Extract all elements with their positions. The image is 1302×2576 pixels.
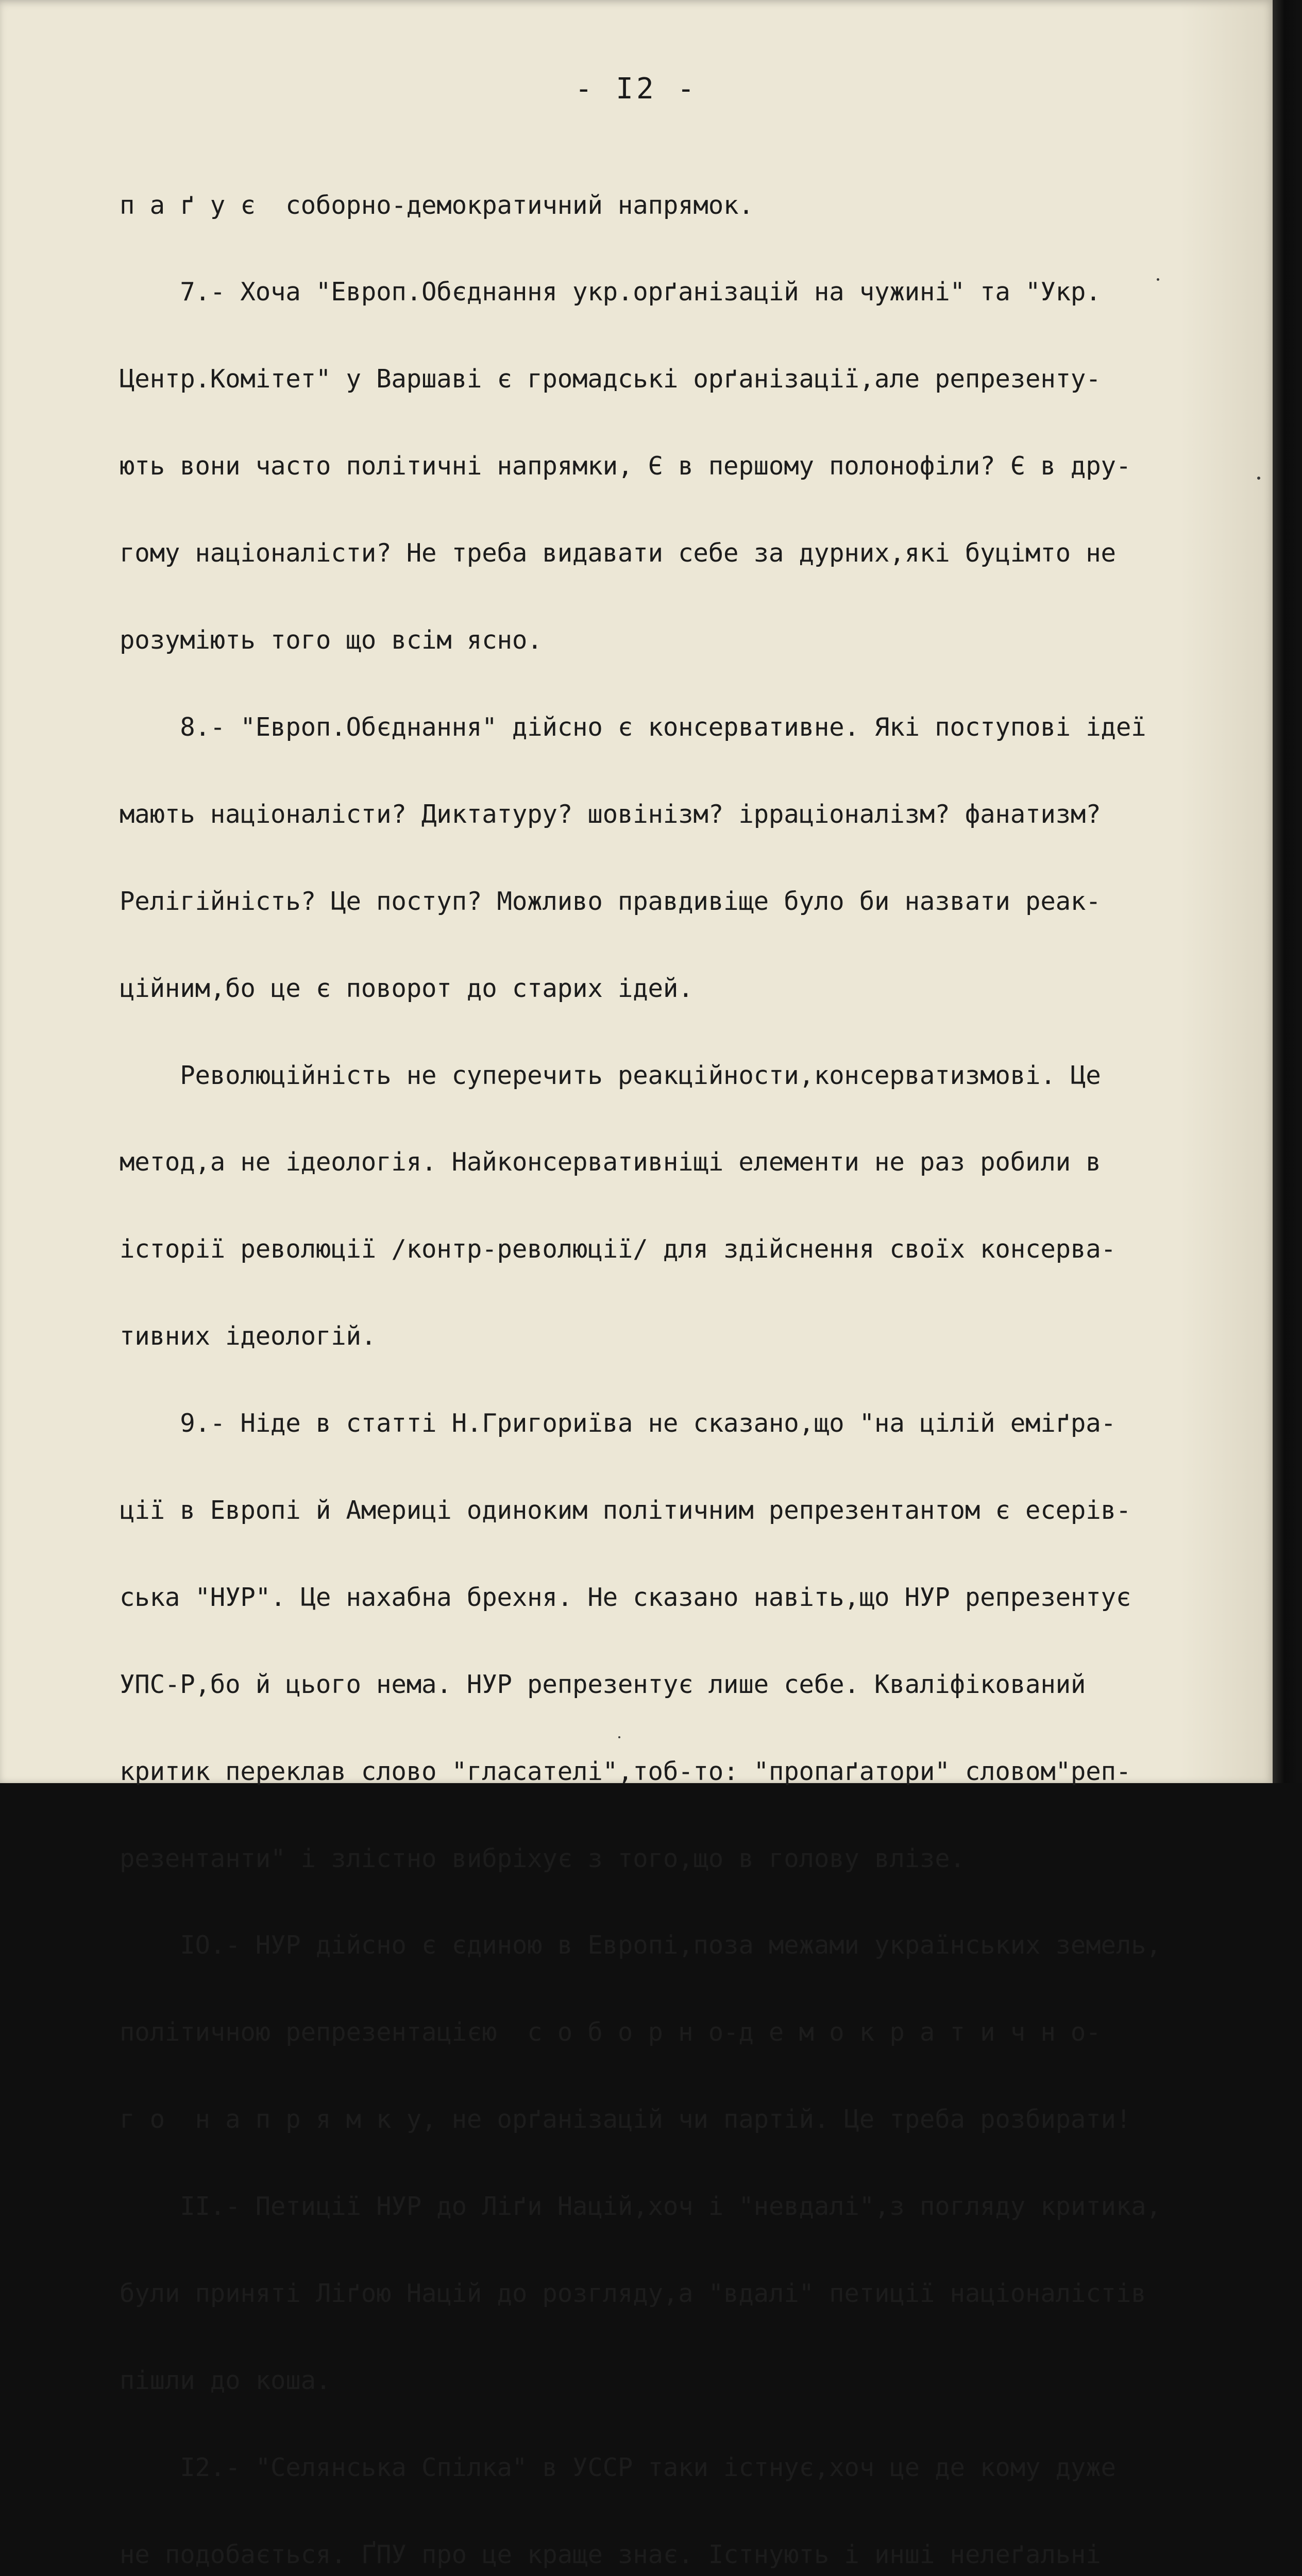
text-line: метод,а не ідеологія. Найконсервативніщі елементи не раз робили в xyxy=(120,1147,1101,1177)
text-line: УПС-Р,бо й цього нема. НУР репрезентує лише себе. Кваліфікований xyxy=(120,1669,1086,1699)
text-line: Центр.Комітет" у Варшаві є громадські орґанізації,але репрезенту- xyxy=(120,364,1101,394)
paragraph-8-line: 8.- "Европ.Обєднання" дійсно є консервативне. Які поступові ідеї xyxy=(120,712,1146,742)
text-line: були приняті Ліґою Націй до розгляду,а "вдалі" петиції націоналістів xyxy=(120,2278,1146,2308)
text-line: г о н а п р я м к у, не орґанізацій чи партій. Це треба розбирати! xyxy=(120,2105,1131,2134)
document-body xyxy=(120,133,1161,2576)
text-line: ють вони часто політичні напрямки, Є в першому полонофіли? Є в дру- xyxy=(120,451,1131,481)
paragraph-9-line: 9.- Ніде в статті Н.Григориїва не сказано,що "на цілій еміґра- xyxy=(120,1409,1116,1438)
text-line: гому націоналісти? Не треба видавати себе за дурних,які буцімто не xyxy=(120,538,1116,568)
text-line: п а ґ у є соборно-демократичний напрямок. xyxy=(120,190,754,220)
text-line: критик переклав слово "гласателі",тоб-то: "пропаґатори" словом"реп- xyxy=(120,1756,1131,1786)
text-line: ська "НУР". Це нахабна брехня. Не сказано навіть,що НУР репрезентує xyxy=(120,1582,1131,1612)
text-line: політичною репрезентацією с о б о р н о-д е м о к р а т и ч н о- xyxy=(120,2018,1101,2047)
text-line: ційним,бо це є поворот до старих ідей. xyxy=(120,973,694,1003)
page-number: - I2 - xyxy=(574,72,698,106)
text-line: мають націоналісти? Диктатуру? шовінізм? ірраціоналізм? фанатизм? xyxy=(120,799,1101,829)
text-line: Релігійність? Це поступ? Можливо правдивіще було би назвати реак- xyxy=(120,886,1101,916)
scan-border xyxy=(1273,0,1302,1783)
ink-speck xyxy=(618,1736,620,1738)
paragraph-11-line: II.- Петиції НУР до Ліґи Націй,хоч і "невдалі",з погляду критика, xyxy=(120,2192,1161,2222)
text-line: Революційність не суперечить реакційности,консерватизмові. Це xyxy=(120,1060,1101,1090)
ink-speck xyxy=(1157,278,1159,281)
text-line: історії революції /контр-революції/ для здійснення своїх консерва- xyxy=(120,1234,1116,1264)
paragraph-10-line: IO.- НУР дійсно є єдиною в Европі,поза межами українських земель, xyxy=(120,1930,1161,1960)
text-line: тивних ідеологій. xyxy=(120,1321,377,1351)
paragraph-7-line: 7.- Хоча "Европ.Обєднання укр.орґанізацій на чужині" та "Укр. xyxy=(120,277,1101,307)
text-line: резентанти" і злістно вибріхує з того,що в голову влізе. xyxy=(120,1843,965,1873)
text-line: розуміють того що всім ясно. xyxy=(120,625,543,655)
text-line: пішли до коша. xyxy=(120,2365,331,2395)
paper-stain xyxy=(1180,0,1273,1783)
paragraph-12-line: I2.- "Селянська Спілка" в УССР таки істнує,хоч це де кому дуже xyxy=(120,2452,1116,2482)
ink-speck xyxy=(1257,477,1260,480)
text-line: ції в Европі й Америці одиноким політичним репрезентантом є есерів- xyxy=(120,1495,1131,1525)
text-line: не подобається. ҐПУ про це краще знає. Істнують і инші нелеґальні xyxy=(120,2539,1101,2569)
